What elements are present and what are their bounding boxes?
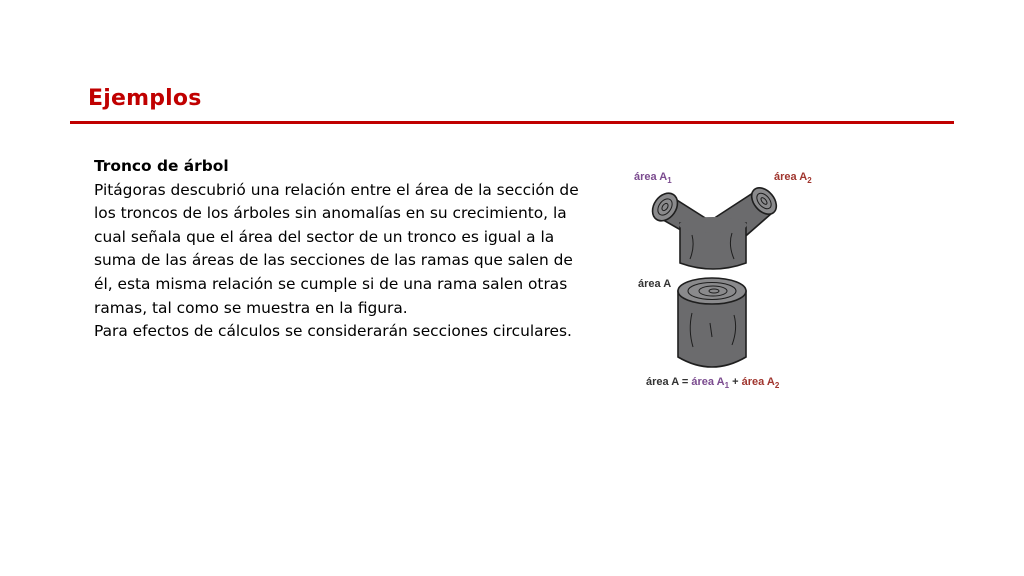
slide-title: Ejemplos	[88, 86, 202, 111]
body-paragraph: Pitágoras descubrió una relación entre el área de la sección de los troncos de los árboles sin anomalías en su crecimiento, la cual señala que el área del sector de un tronco es igual a la suma de las áreas de las secciones de las ramas que salen de él, esta misma relación se cumple si de una rama salen otras ramas, tal como se muestra en la figura.	[94, 180, 579, 317]
label-area-a2: área $A_2$	[774, 171, 812, 185]
tree-trunk-figure	[600, 155, 840, 395]
area-equation: área A = área $A_1$ + área $A_2$	[646, 376, 780, 390]
label-area-a: área A	[638, 278, 672, 290]
branched-log-illustration	[647, 183, 781, 269]
body-paragraph-2: Para efectos de cálculos se considerarán secciones circulares.	[94, 322, 572, 341]
section-heading: Tronco de árbol	[94, 157, 229, 175]
title-divider	[70, 121, 954, 124]
trunk-section-illustration	[678, 278, 746, 367]
label-area-a1: área $A_1$	[634, 171, 672, 185]
content-block	[94, 155, 594, 344]
